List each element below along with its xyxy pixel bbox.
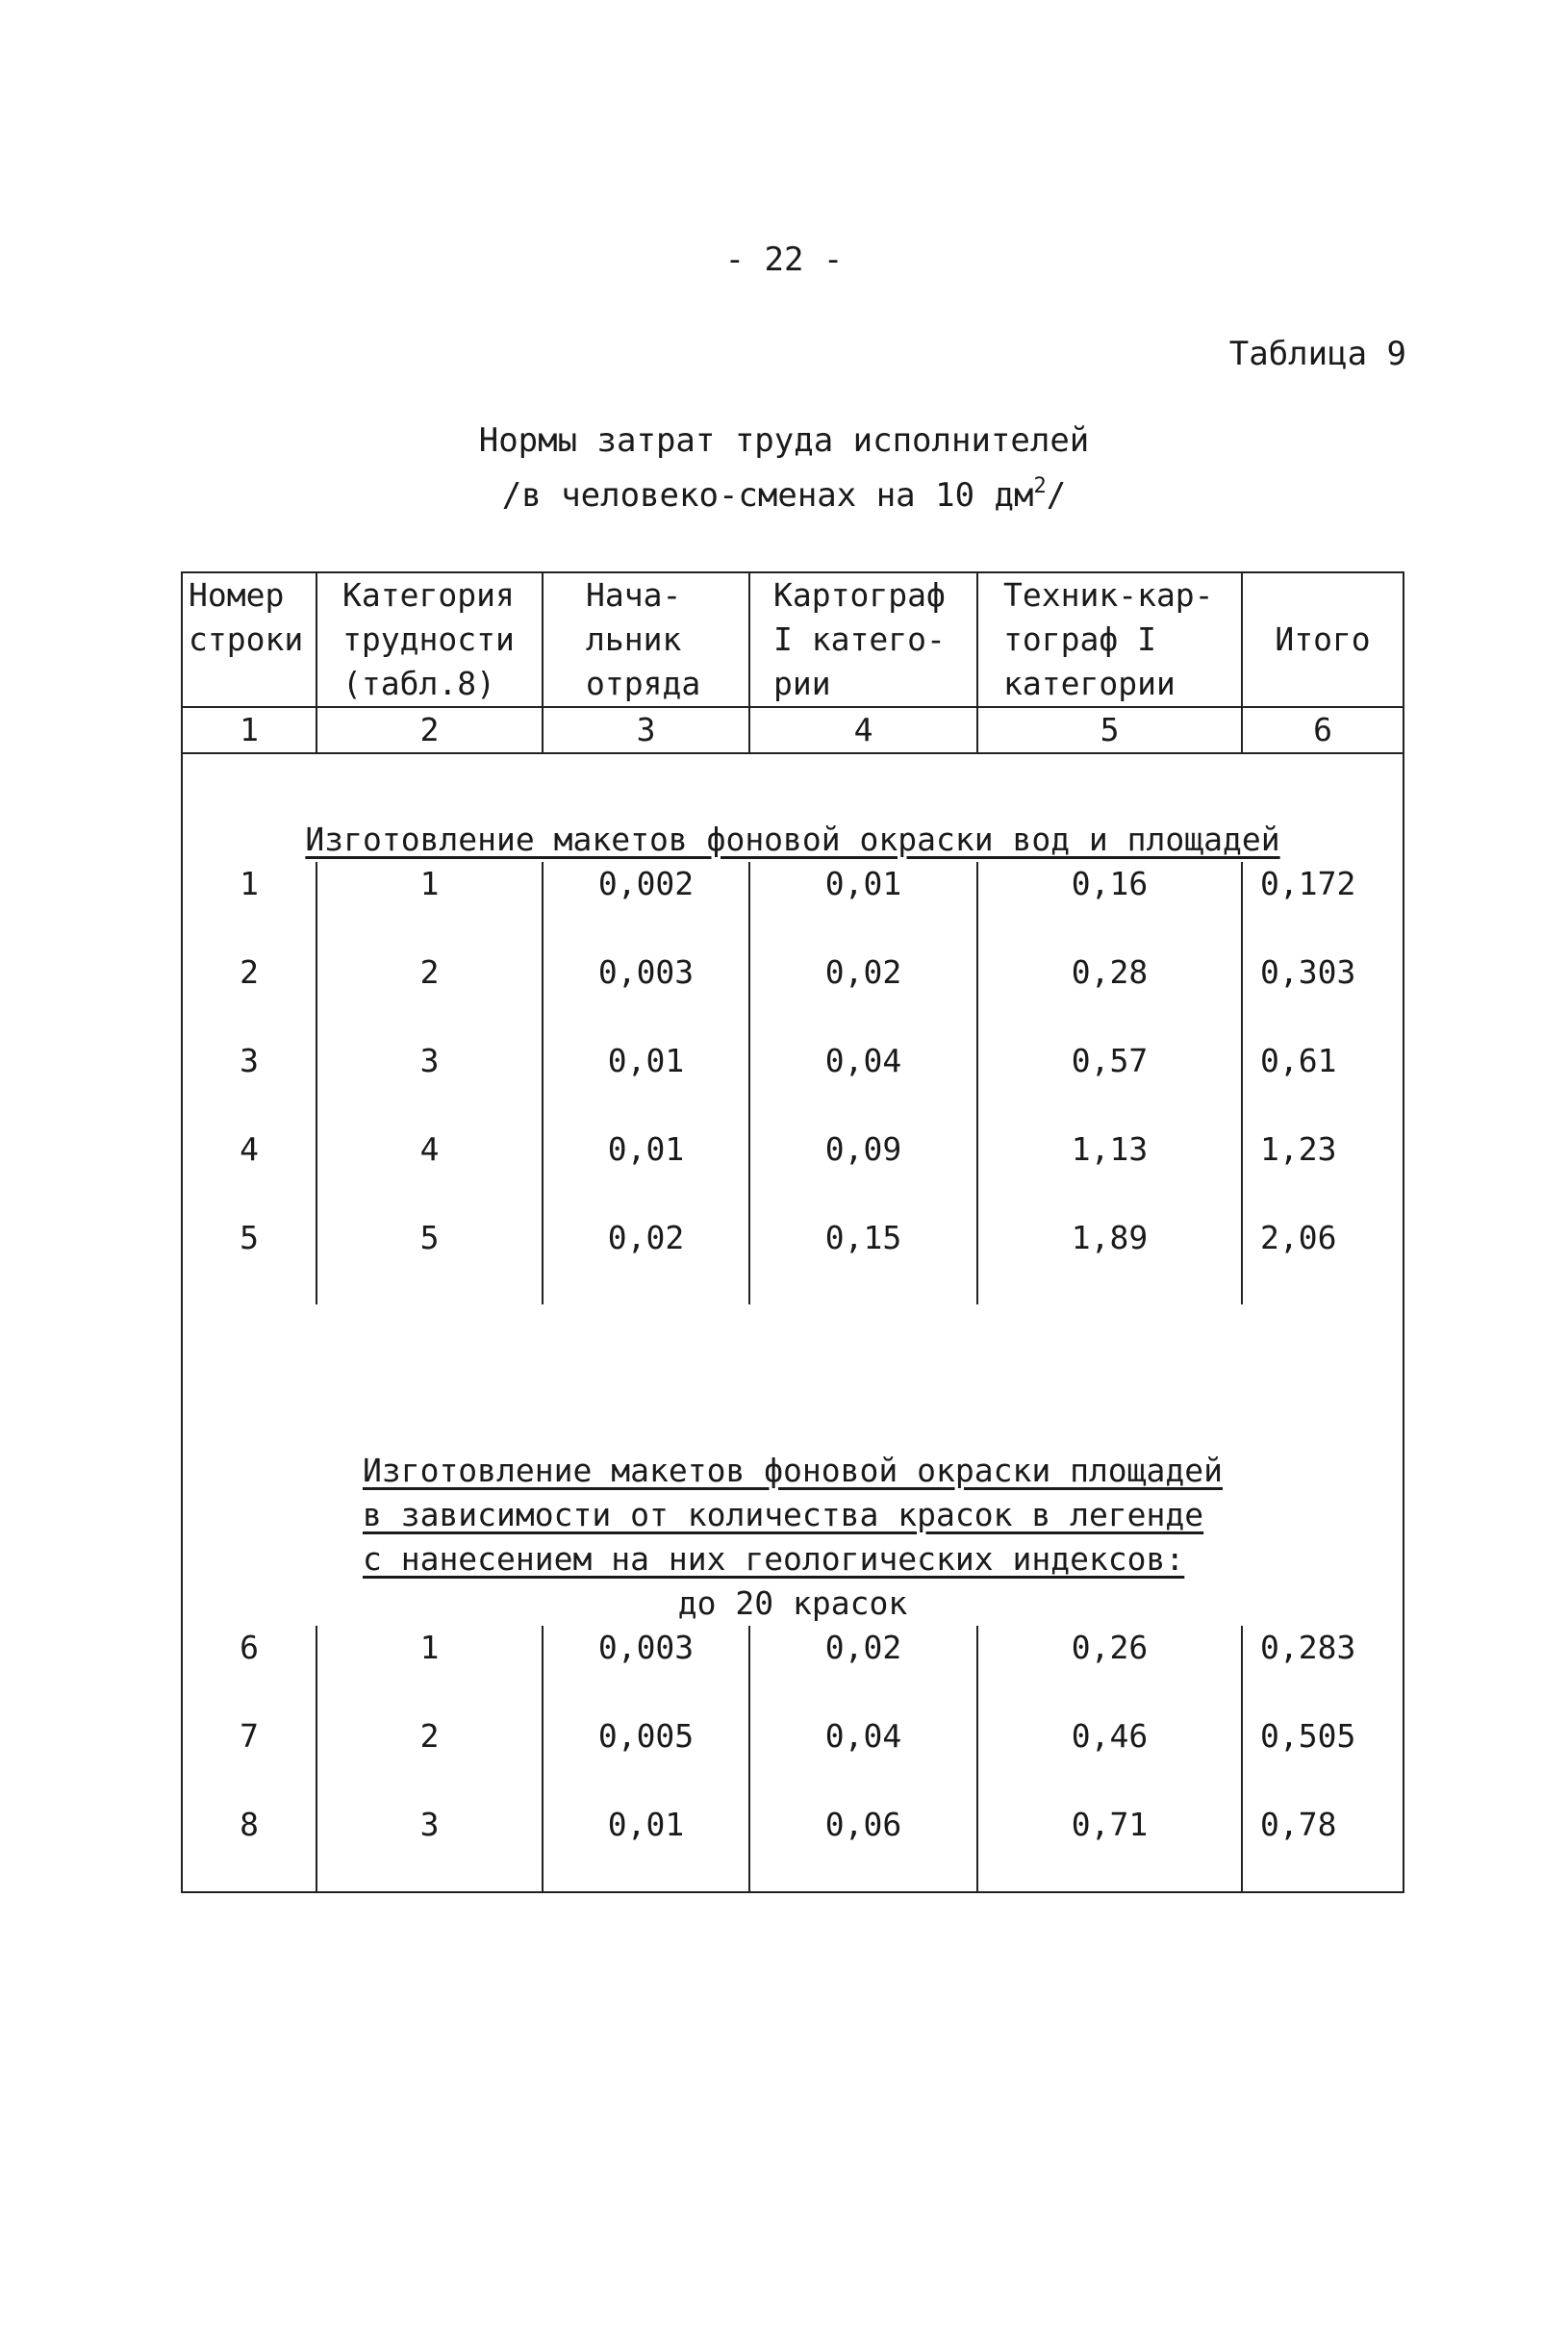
column-number-row (182, 707, 1404, 753)
table-row (182, 1803, 1404, 1892)
cell: 0,28 (977, 950, 1242, 1039)
cell: 0,003 (543, 950, 749, 1039)
cell: 0,04 (749, 1714, 977, 1803)
header-cell (316, 572, 543, 707)
cell: 1,89 (977, 1216, 1242, 1304)
cell: 0,01 (543, 1127, 749, 1216)
cell: 0,16 (977, 862, 1242, 950)
page-number: - 22 - (724, 240, 844, 279)
cell: 0,02 (749, 1626, 977, 1714)
table-row (182, 950, 1404, 1039)
cell: 1,13 (977, 1127, 1242, 1216)
section-heading-row (182, 1304, 1404, 1582)
cell: 5 (316, 1216, 543, 1304)
header-line: I катего- (773, 620, 946, 658)
cell: 0,005 (543, 1714, 749, 1803)
cell: 1 (316, 1626, 543, 1714)
cell: 0,01 (749, 862, 977, 950)
header-line: (табл.8) (342, 665, 495, 702)
table-row (182, 1626, 1404, 1714)
cell: 0,02 (749, 950, 977, 1039)
table-label: Таблица 9 (1228, 335, 1406, 373)
cell: 0,06 (749, 1803, 977, 1892)
cell: 1,23 (1242, 1127, 1404, 1216)
header-line: отряда (586, 665, 701, 702)
cell: 2,06 (1242, 1216, 1404, 1304)
header-row (182, 572, 1404, 707)
header-line: льник (586, 620, 682, 658)
column-number: 6 (1242, 707, 1404, 753)
section-heading (182, 753, 1404, 862)
table-row (182, 1127, 1404, 1216)
cell: 0,57 (977, 1039, 1242, 1127)
cell: 3 (182, 1039, 316, 1127)
section-heading (182, 1304, 1404, 1582)
cell: 2 (316, 950, 543, 1039)
cell: 0,46 (977, 1714, 1242, 1803)
cell: 0,02 (543, 1216, 749, 1304)
column-number: 4 (749, 707, 977, 753)
subsection-row (182, 1582, 1404, 1626)
header-line: трудности (342, 620, 515, 658)
header-line: Картограф (773, 576, 946, 614)
cell: 0,09 (749, 1127, 977, 1216)
header-cell (977, 572, 1242, 707)
section-2-title-line: Изготовление макетов фоновой окраски площадей (362, 1452, 1224, 1489)
title-line-2 (0, 464, 1568, 519)
norms-table (181, 571, 1404, 1893)
cell: 4 (316, 1127, 543, 1216)
header-line: тограф I (1003, 620, 1156, 658)
cell: 0,172 (1242, 862, 1404, 950)
cell: 0,01 (543, 1039, 749, 1127)
cell: 3 (316, 1039, 543, 1127)
section-2-title-line: с нанесением на них геологических индексов: (362, 1540, 1185, 1578)
table-row (182, 1714, 1404, 1803)
cell: 0,71 (977, 1803, 1242, 1892)
title-line-1: Нормы затрат труда исполнителей (478, 421, 1090, 460)
table-title (0, 418, 1568, 519)
column-number: 5 (977, 707, 1242, 753)
column-number: 3 (543, 707, 749, 753)
table-row (182, 862, 1404, 950)
cell: 0,303 (1242, 950, 1404, 1039)
header-line: Итого (1275, 620, 1371, 658)
section-1-title: Изготовление макетов фоновой окраски вод и площадей (305, 821, 1280, 858)
cell: 0,15 (749, 1216, 977, 1304)
header-cell (1242, 572, 1404, 707)
cell: 4 (182, 1127, 316, 1216)
cell: 0,04 (749, 1039, 977, 1127)
cell: 8 (182, 1803, 316, 1892)
cell: 0,78 (1242, 1803, 1404, 1892)
header-line: рии (773, 665, 831, 702)
cell: 0,505 (1242, 1714, 1404, 1803)
table-row (182, 1216, 1404, 1304)
section-2-title-line: в зависимости от количества красок в легенде (362, 1496, 1204, 1533)
header-cell (543, 572, 749, 707)
header-cell (749, 572, 977, 707)
header-line: Номер (189, 576, 285, 614)
cell: 7 (182, 1714, 316, 1803)
subsection-title: до 20 красок (182, 1582, 1404, 1626)
cell: 3 (316, 1803, 543, 1892)
cell: 5 (182, 1216, 316, 1304)
table-row (182, 1039, 1404, 1127)
cell: 0,26 (977, 1626, 1242, 1714)
cell: 0,002 (543, 862, 749, 950)
cell: 0,003 (543, 1626, 749, 1714)
header-line: строки (189, 620, 304, 658)
section-heading-row (182, 753, 1404, 862)
header-line: Нача- (586, 576, 682, 614)
cell: 1 (316, 862, 543, 950)
cell: 0,01 (543, 1803, 749, 1892)
cell: 0,283 (1242, 1626, 1404, 1714)
header-line: Категория (342, 576, 515, 614)
header-line: Техник-кар- (1003, 576, 1214, 614)
column-number: 2 (316, 707, 543, 753)
cell: 1 (182, 862, 316, 950)
cell: 2 (316, 1714, 543, 1803)
title-line-2-end: / (1046, 476, 1067, 515)
cell: 0,61 (1242, 1039, 1404, 1127)
cell: 6 (182, 1626, 316, 1714)
title-superscript: 2 (1033, 474, 1047, 498)
column-number: 1 (182, 707, 316, 753)
header-line: категории (1003, 665, 1176, 702)
title-line-2-text: /в человеко-сменах на 10 дм (501, 476, 1034, 515)
header-cell (182, 572, 316, 707)
cell: 2 (182, 950, 316, 1039)
